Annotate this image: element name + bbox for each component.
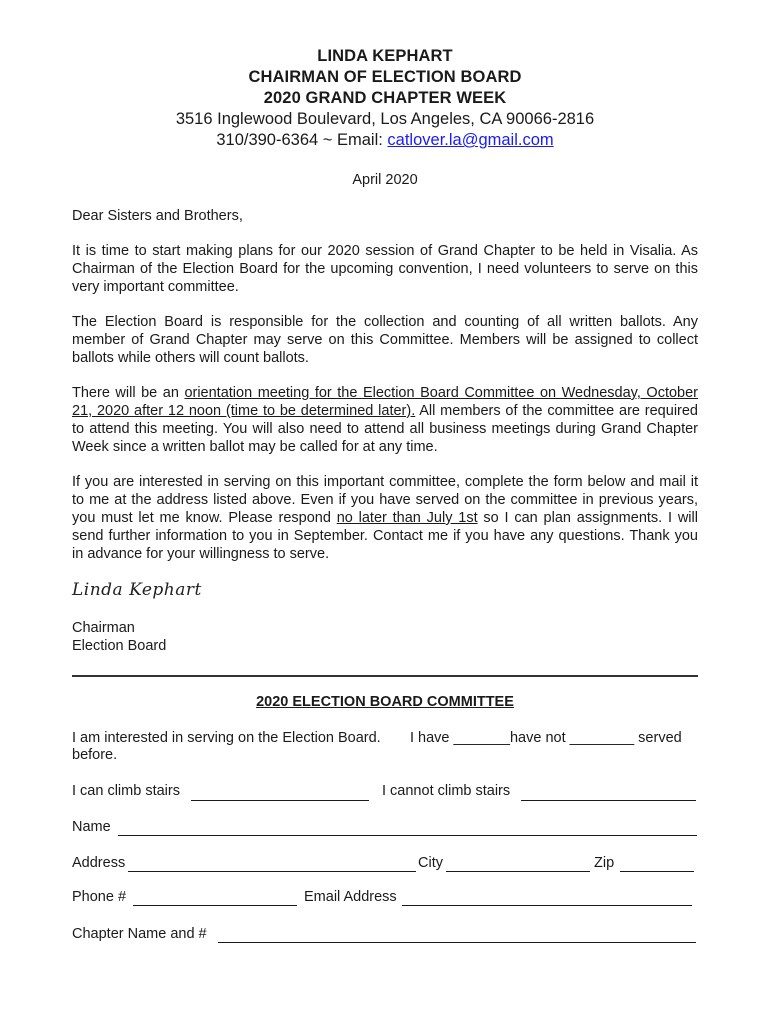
phone-text: 310/390-6364 ~ Email: <box>216 131 388 149</box>
divider-line <box>72 675 698 677</box>
paragraph-4-lead: If you are interested in serving on this important committee, complete the form below and mail it to me at the address listed above. Even if you have served on the committee in previous years, you must let me know. Please respond <box>72 474 698 526</box>
paragraph-3-rest: All members of the committee are required to attend this meeting. You will also need to attend all business meetings during Grand Chapter Week since a written ballot may be called for at any time. <box>72 403 698 455</box>
chapter-label: Chapter Name and # <box>72 926 207 942</box>
email-field[interactable] <box>402 891 692 906</box>
served-question[interactable]: I have _______have not ________ served <box>410 730 682 746</box>
interest-statement: I am interested in serving on the Election Board. <box>72 730 381 746</box>
letterhead <box>72 46 698 151</box>
phone-field[interactable] <box>133 891 297 906</box>
letter-date: April 2020 <box>352 172 418 188</box>
paragraph-2: The Election Board is responsible for the collection and counting of all written ballots. Any member of Grand Chapter may serve on this Committee. Members will be assigned to collect ballots while others will count ballots. <box>72 314 698 366</box>
email-link[interactable]: catlover.la@gmail.com <box>387 131 554 149</box>
stairs-yes-field[interactable] <box>191 786 369 801</box>
zip-label: Zip <box>594 855 615 871</box>
name-field[interactable] <box>118 821 697 836</box>
sender-address: 3516 Inglewood Boulevard, Los Angeles, CA 90066-2816 <box>175 110 595 128</box>
name-label: Name <box>72 819 111 835</box>
served-question-end: before. <box>72 747 118 763</box>
zip-field[interactable] <box>620 857 694 872</box>
contact-line <box>72 130 698 151</box>
salutation: Dear Sisters and Brothers, <box>72 208 243 224</box>
deadline-text: no later than July 1st <box>336 510 478 526</box>
stairs-yes-label: I can climb stairs <box>72 783 180 799</box>
address-label: Address <box>72 855 126 871</box>
orientation-meeting-text: orientation meeting for the Election Board Committee on Wednesday, October 21, 2020 after 12 noon (time to be determined later). <box>72 385 699 419</box>
email-label: Email Address <box>304 889 397 905</box>
paragraph-1: It is time to start making plans for our 2020 session of Grand Chapter to be held in Visalia. As Chairman of the Election Board for the upcoming convention, I need volunteers to serve on this very important committee. <box>72 243 698 295</box>
paragraph-3-lead: There will be an <box>72 385 185 401</box>
paragraph-4-rest: so I can plan assignments. I will send further information to you in September. Contact me if you have any questions. Thank you in advance for your willingness to serve. <box>72 510 698 562</box>
stairs-no-field[interactable] <box>521 786 696 801</box>
paragraph-4 <box>72 473 698 563</box>
signature: Linda Kephart <box>72 580 202 600</box>
sender-title: CHAIRMAN OF ELECTION BOARD <box>248 68 522 86</box>
closing-org: Election Board <box>72 638 167 654</box>
sender-name: LINDA KEPHART <box>317 47 453 65</box>
chapter-field[interactable] <box>218 928 696 943</box>
event-title: 2020 GRAND CHAPTER WEEK <box>263 89 507 107</box>
city-field[interactable] <box>446 857 590 872</box>
city-label: City <box>418 855 443 871</box>
paragraph-3 <box>72 384 698 456</box>
phone-label: Phone # <box>72 889 127 905</box>
address-field[interactable] <box>128 857 416 872</box>
form-title: 2020 ELECTION BOARD COMMITTEE <box>256 694 514 710</box>
closing-title: Chairman <box>72 620 135 636</box>
stairs-no-label: I cannot climb stairs <box>382 783 511 799</box>
